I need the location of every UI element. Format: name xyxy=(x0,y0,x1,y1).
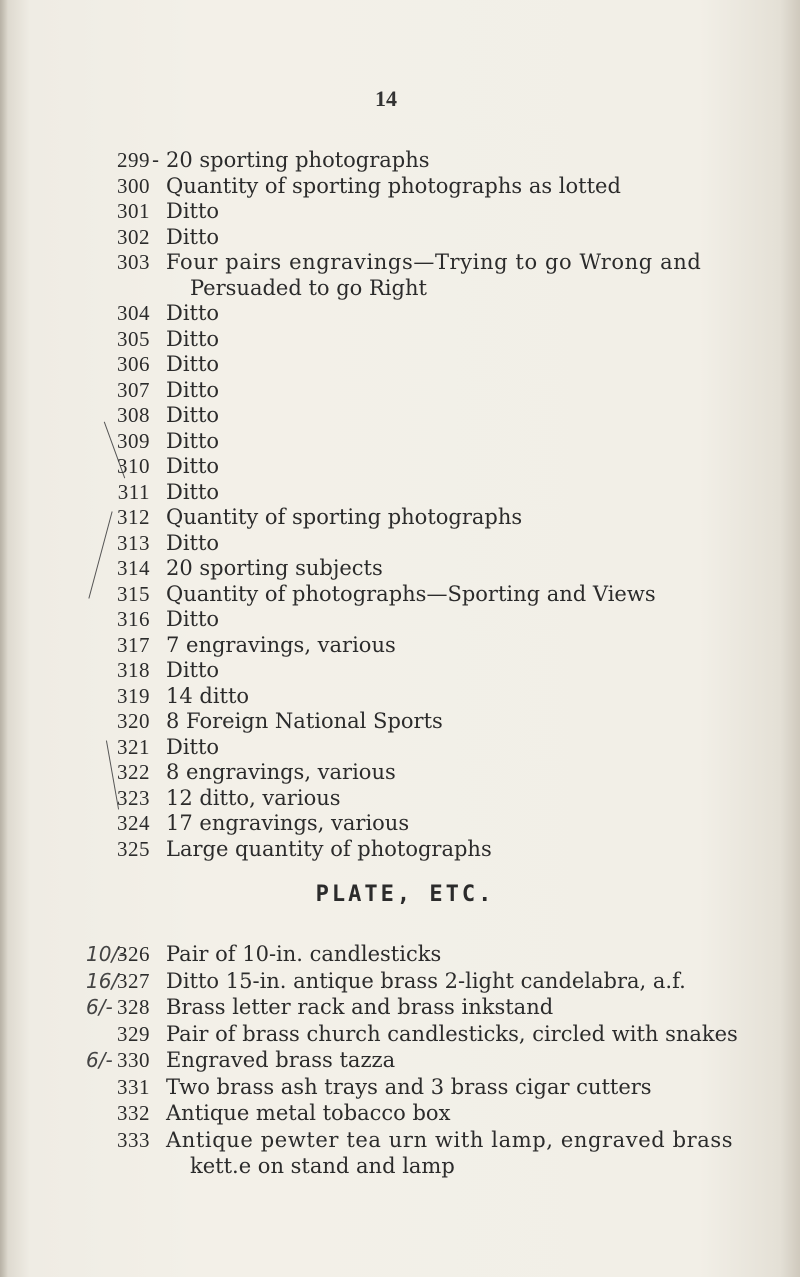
lot-description: Quantity of sporting photographs xyxy=(166,505,523,529)
lot-description-continuation: kett.e on stand and lamp xyxy=(190,1154,455,1178)
lot-description: Pair of 10-in. candlesticks xyxy=(166,942,442,966)
lot-number: 328 xyxy=(117,995,150,1019)
lot-row xyxy=(0,376,800,404)
lot-number: 309 xyxy=(117,428,150,453)
lot-number: 300 xyxy=(117,173,150,198)
lot-description: Two brass ash trays and 3 brass cigar cutters xyxy=(166,1074,652,1099)
lot-number: 326 xyxy=(117,942,150,966)
pencil-price-annotation: 10/- xyxy=(86,942,126,966)
lot-description: Ditto xyxy=(166,301,220,325)
lot-description-continuation: Persuaded to go Right xyxy=(190,275,427,300)
lot-description: Ditto xyxy=(166,658,220,682)
lot-number: 330 xyxy=(117,1048,150,1072)
lot-number: 303 xyxy=(117,250,150,274)
section-title: PLATE, ETC. xyxy=(315,882,495,907)
lot-number: 327 xyxy=(117,968,150,993)
lot-number: 321 xyxy=(117,734,150,759)
lot-number: 306 xyxy=(117,352,150,376)
lot-description: 20 sporting subjects xyxy=(166,556,383,580)
lot-number: 323 xyxy=(117,785,150,810)
lot-row xyxy=(0,631,800,659)
lot-number: 311 xyxy=(117,479,150,504)
lot-number: 331 xyxy=(117,1074,150,1099)
lot-description: Ditto xyxy=(166,454,220,478)
lot-description: 7 engravings, various xyxy=(166,632,396,657)
lot-row xyxy=(0,784,800,812)
lot-number: 322 xyxy=(117,760,150,784)
lot-row xyxy=(0,758,800,786)
pencil-price-annotation: 16/ xyxy=(86,968,119,993)
lot-number: 324 xyxy=(117,811,150,835)
lot-row xyxy=(0,299,800,327)
lot-description: Ditto xyxy=(166,224,220,249)
lot-row xyxy=(0,940,800,968)
lot-row xyxy=(0,146,800,174)
lot-number: 320 xyxy=(117,709,150,733)
lot-prefix: - xyxy=(152,148,160,172)
lot-row xyxy=(0,733,800,761)
lot-description: 8 Foreign National Sports xyxy=(166,709,443,733)
lot-row xyxy=(0,350,800,378)
lot-description: Antique metal tobacco box xyxy=(166,1101,451,1125)
lot-row xyxy=(0,809,800,837)
lot-description: Ditto 15-in. antique brass 2-light candelabra, a.f. xyxy=(166,968,686,993)
lot-row xyxy=(0,223,800,251)
page-number: 14 xyxy=(375,86,397,111)
lot-description: 20 sporting photographs xyxy=(166,148,430,172)
lot-description: Ditto xyxy=(166,607,220,631)
lot-row xyxy=(0,682,800,710)
lot-row xyxy=(0,478,800,506)
lot-row xyxy=(0,452,800,480)
lot-row xyxy=(0,503,800,531)
lot-row xyxy=(0,580,800,608)
lot-number: 307 xyxy=(117,377,150,402)
lot-row xyxy=(0,707,800,735)
lot-number: 315 xyxy=(117,581,150,606)
lot-number: 299 xyxy=(117,148,150,172)
lot-row xyxy=(0,197,800,225)
lot-row xyxy=(0,993,800,1021)
lot-description: Quantity of sporting photographs as lotted xyxy=(166,173,621,198)
lot-number: 308 xyxy=(117,403,150,427)
lot-number: 310 xyxy=(117,454,150,478)
lot-description: Ditto xyxy=(166,199,220,223)
lot-description: Ditto xyxy=(166,428,220,453)
lot-description: Ditto xyxy=(166,377,220,402)
lot-number: 312 xyxy=(117,505,150,529)
lot-number: 325 xyxy=(117,836,150,861)
lot-description: Antique pewter tea urn with lamp, engraved brass xyxy=(166,1127,734,1152)
lot-number: 332 xyxy=(117,1101,150,1125)
lot-row xyxy=(0,967,800,995)
lot-description: Four pairs engravings—Trying to go Wrong and xyxy=(166,250,702,274)
lot-row xyxy=(0,605,800,633)
lot-number: 305 xyxy=(117,326,150,351)
lot-number: 319 xyxy=(117,683,150,708)
lot-number: 314 xyxy=(117,556,150,580)
lot-row xyxy=(0,1020,800,1048)
lot-row xyxy=(0,656,800,684)
lot-row xyxy=(0,529,800,557)
lot-description: Ditto xyxy=(166,734,220,759)
lot-description: 8 engravings, various xyxy=(166,760,396,784)
pencil-price-annotation: 6/- xyxy=(86,995,113,1019)
lot-description: Brass letter rack and brass inkstand xyxy=(166,995,554,1019)
lot-number: 317 xyxy=(117,632,150,657)
lot-number: 301 xyxy=(117,199,150,223)
lot-number: 316 xyxy=(117,607,150,631)
lot-description: Ditto xyxy=(166,530,220,555)
lot-description: Large quantity of photographs xyxy=(166,836,492,861)
lot-description: Pair of brass church candlesticks, circled with snakes xyxy=(166,1021,738,1046)
lot-description: Ditto xyxy=(166,326,220,351)
lot-description: Quantity of photographs—Sporting and Views xyxy=(166,581,656,606)
lot-description: Ditto xyxy=(166,403,220,427)
lot-description: 17 engravings, various xyxy=(166,811,410,835)
lot-row xyxy=(0,401,800,429)
lot-number: 333 xyxy=(117,1127,150,1152)
lot-row xyxy=(0,1073,800,1101)
lot-number: 329 xyxy=(117,1021,150,1046)
lot-number: 313 xyxy=(117,530,150,555)
lot-number: 318 xyxy=(117,658,150,682)
lot-row xyxy=(0,172,800,200)
lot-row xyxy=(0,325,800,353)
lot-row xyxy=(0,1126,800,1154)
pencil-price-annotation: 6/- xyxy=(86,1048,113,1072)
lot-row xyxy=(0,427,800,455)
lot-description: Ditto xyxy=(166,352,220,376)
lot-row xyxy=(0,554,800,582)
lot-description: Engraved brass tazza xyxy=(166,1048,396,1072)
lot-number: 304 xyxy=(117,301,150,325)
lot-description: 14 ditto xyxy=(166,683,250,708)
lot-description: Ditto xyxy=(166,479,220,504)
lot-row xyxy=(0,835,800,863)
lot-description: 12 ditto, various xyxy=(166,785,341,810)
lot-row xyxy=(0,248,800,276)
lot-row xyxy=(0,1046,800,1074)
lot-number: 302 xyxy=(117,224,150,249)
lot-row xyxy=(0,1099,800,1127)
